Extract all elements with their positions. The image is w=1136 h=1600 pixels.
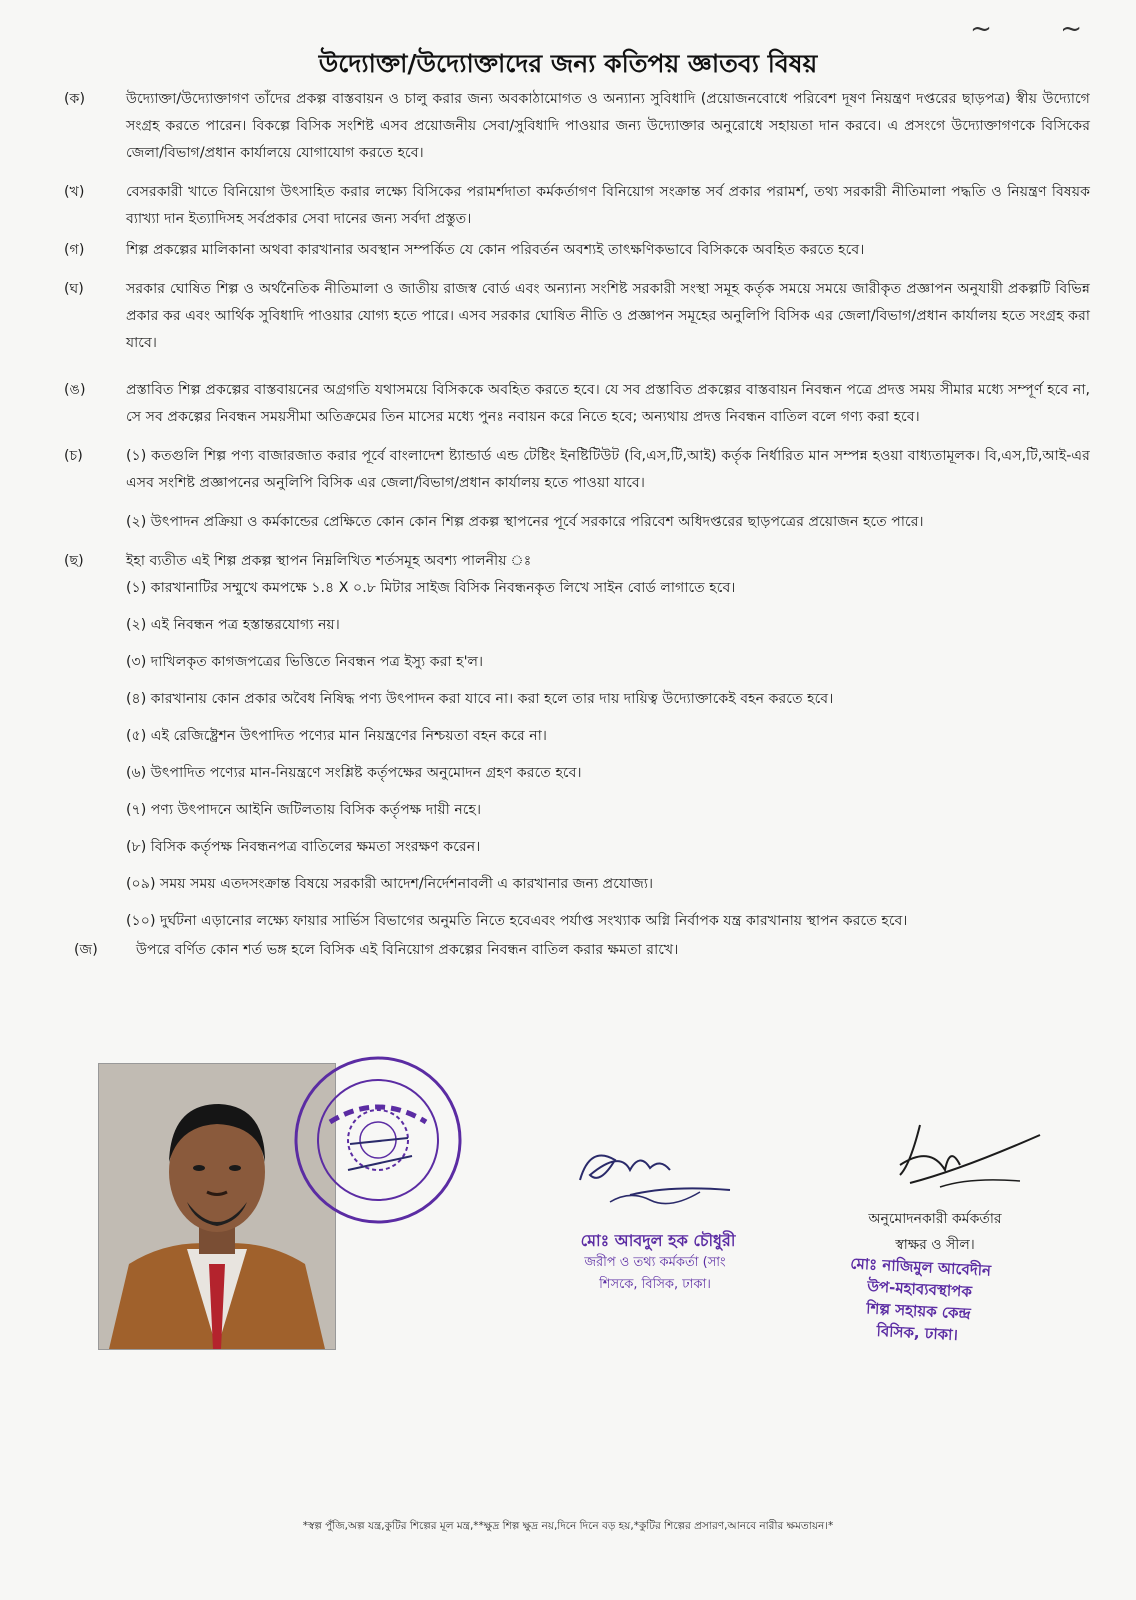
approver-stamp — [812, 1251, 1026, 1350]
section-marker: (ঙ) — [64, 382, 86, 398]
section-body — [126, 443, 1090, 536]
corner-pen-marks: ~ ~ — [970, 14, 1112, 44]
signatory-1-office: শিসকে, বিসিক, ঢাকা। — [599, 1277, 711, 1292]
approver-line-1: অনুমোদনকারী কর্মকর্তার — [868, 1211, 1002, 1227]
signatory-1-details — [530, 1252, 780, 1296]
section-text: উদ্যোক্তা/উদ্যোক্তাগণ তাঁদের প্রকল্প বাস্তবায়ন ও চালু করার জন্য অবকাঠামোগত ও অন্যান্য সুবিধাদি (প্রয়োজনবোধে পরিবেশ দূষণ নিয়ন্ত্রণ দপ্তরের ছাড়পত্র) স্বীয় উদ্যোগে সংগ্রহ করতে পারেন। বিকল্পে বিসিক সংশিষ্ট এসব প্রয়োজনীয় সেবা/সুবিধাদি পাওয়ার জন্য উদ্যোক্তার অনুরোধে সহায়তা দান করবে। এ প্রসংগে উদ্যোক্তাগণকে বিসিকের জেলা/বিভাগ/প্রধান কার্যালয়ে যোগাযোগ করতে হবে। — [126, 91, 1090, 161]
section-text: প্রস্তাবিত শিল্প প্রকল্পের বাস্তবায়নের অগ্রগতি যথাসময়ে বিসিককে অবহিত করতে হবে। যে সব প্রস্তাবিত প্রকল্পের বাস্তবায়ন নিবন্ধন পত্রে প্রদত্ত সময় সীমার মধ্যে সম্পূর্ণ হবে না, সে সব প্রকল্পের নিবন্ধন সময়সীমা অতিক্রমের তিন মাসের মধ্যে পুনঃ নবায়ন করে নিতে হবে; অন্যথায় প্রদত্ত নিবন্ধন বাতিল বলে গণ্য করা হবে। — [126, 382, 1090, 425]
section-marker: (ক) — [64, 91, 85, 107]
section-ja — [60, 937, 1090, 964]
section-marker: (খ) — [64, 184, 85, 200]
footer-slogan: *স্বল্প পুঁজি,অল্প যন্ত্র,কুটির শিল্পের মূল মন্ত্র,**ক্ষুদ্র শিল্প ক্ষুদ্র নয়,দিনে দিনে বড় হয়,*কুটির শিল্পের প্রসারণ,আনবে নারীর ক্ষমতায়ন।* — [302, 1520, 834, 1532]
section-text: শিল্প প্রকল্পের মালিকানা অথবা কারখানার অবস্থান সম্পর্কিত যে কোন পরিবর্তন অবশ্যই তাৎক্ষণিকভাবে বিসিককে অবহিত করতে হবে। — [126, 242, 865, 258]
condition-list — [126, 575, 1090, 935]
approver-stamp-name: মোঃ নাজিমুল আবেদীন — [849, 1254, 992, 1280]
approver-stamp-office: শিল্প সহায়ক কেন্দ্র — [865, 1299, 972, 1323]
signatory-1-name: মোঃ আবদুল হক চৌধুরী — [580, 1231, 736, 1250]
section-marker: (ঘ) — [64, 281, 84, 297]
page-title: উদ্যোক্তা/উদ্যোক্তাদের জন্য কতিপয় জ্ঞাতব্য বিষয় — [318, 49, 818, 78]
condition-item: (১) কারখানাটির সম্মুখে কমপক্ষে ১.৪ X ০.৮ মিটার সাইজ বিসিক নিবন্ধনকৃত লিখে সাইন বোর্ড লাগাতে হবে। — [126, 580, 736, 596]
condition-item: (৪) কারখানায় কোন প্রকার অবৈধ নিষিদ্ধ পণ্য উৎপাদন করা যাবে না। করা হলে তার দায় দায়িত্ব উদ্যোক্তাকেই বহন করতে হবে। — [126, 691, 834, 707]
terms-list — [60, 86, 1090, 964]
section-marker: (ছ) — [64, 553, 84, 569]
section-kha — [60, 179, 1090, 233]
section-text: উপরে বর্ণিত কোন শর্ত ভঙ্গ হলে বিসিক এই বিনিয়োগ প্রকল্পের নিবন্ধন বাতিল করার ক্ষমতা রাখে। — [136, 942, 679, 958]
official-seal-stamp — [290, 1052, 466, 1228]
section-intro: ইহা ব্যতীত এই শিল্প প্রকল্প স্থাপন নিম্নলিখিত শর্তসমূহ অবশ্য পালনীয় ঃ — [126, 553, 532, 569]
section-ga — [60, 237, 1090, 264]
condition-item: (৮) বিসিক কর্তৃপক্ষ নিবন্ধনপত্র বাতিলের ক্ষমতা সংরক্ষণ করেন। — [126, 839, 481, 855]
approver-stamp-city: বিসিক, ঢাকা। — [876, 1321, 959, 1345]
sub-item: (২) উৎপাদন প্রক্রিয়া ও কর্মকান্ডের প্রেক্ষিতে কোন কোন শিল্প প্রকল্প স্থাপনের পূর্বে সরকারে পরিবেশ অধিদপ্তরের ছাড়পত্রের প্রয়োজন হতে পারে। — [126, 514, 924, 530]
section-umo — [60, 377, 1090, 431]
section-cha — [60, 443, 1090, 536]
condition-item: (৩) দাখিলকৃত কাগজপত্রের ভিত্তিতে নিবন্ধন পত্র ইস্যু করা হ'ল। — [126, 654, 484, 670]
signature-1 — [570, 1140, 740, 1220]
section-text: বেসরকারী খাতে বিনিয়োগ উৎসাহিত করার লক্ষ্যে বিসিকের পরামর্শদাতা কর্মকর্তাগণ বিনিয়োগ সংক্রান্ত সর্ব প্রকার পরামর্শ, তথ্য সরকারী নীতিমালা পদ্ধতি ও নিয়ন্ত্রণ বিষয়ক ব্যাখ্যা দান ইত্যাদিসহ সর্বপ্রকার সেবা দানের জন্য সর্বদা প্রস্তুত। — [126, 184, 1090, 227]
condition-item: (০৯) সময় সময় এতদসংক্রান্ত বিষয়ে সরকারী আদেশ/নির্দেশনাবলী এ কারখানার জন্য প্রযোজ্য। — [126, 876, 654, 892]
approver-caption — [830, 1206, 1040, 1258]
section-marker: (গ) — [64, 242, 85, 258]
sub-item: (১) কতগুলি শিল্প পণ্য বাজারজাত করার পূর্বে বাংলাদেশ ষ্ট্যান্ডার্ড এন্ড টেষ্টিং ইনষ্টিটিউট (বি,এস,টি,আই) কর্তৃক নির্ধারিত মান সম্পন্ন হওয়া বাধ্যতামূলক। বি,এস,টি,আই-এর এসব সংশিষ্ট প্রজ্ঞাপনের অনুলিপি বিসিক এর জেলা/বিভাগ/প্রধান কার্যালয় হতে পাওয়া যাবে। — [126, 448, 1090, 491]
section-text: সরকার ঘোষিত শিল্প ও অর্থনৈতিক নীতিমালা ও জাতীয় রাজস্ব বোর্ড এবং অন্যান্য সংশিষ্ট সরকারী সংস্থা সমূহ কর্তৃক সময়ে সময়ে জারীকৃত প্রজ্ঞাপন অনুযায়ী প্রকল্পটি বিভিন্ন প্রকার কর এবং আর্থিক সুবিধাদি পাওয়ার যোগ্য হতে পারে। এসব সরকার ঘোষিত নীতি ও প্রজ্ঞাপন সমূহের অনুলিপি বিসিক এর জেলা/বিভাগ/প্রধান কার্যালয় হতে সংগ্রহ করা যাবে। — [126, 281, 1090, 351]
section-gha — [60, 276, 1090, 357]
condition-item: (৭) পণ্য উৎপাদনে আইনি জটিলতায় বিসিক কর্তৃপক্ষ দায়ী নহে। — [126, 802, 482, 818]
condition-item: (৬) উৎপাদিত পণ্যের মান-নিয়ন্ত্রণে সংশ্লিষ্ট কর্তৃপক্ষের অনুমোদন গ্রহণ করতে হবে। — [126, 765, 582, 781]
condition-item: (১০) দুর্ঘটনা এড়ানোর লক্ষ্যে ফায়ার সার্ভিস বিভাগের অনুমতি নিতে হবেএবং পর্যাপ্ত সংখ্যাক অগ্নি নির্বাপক যন্ত্র কারখানায় স্থাপন করতে হবে। — [126, 913, 908, 929]
condition-item: (৫) এই রেজিষ্ট্রেশন উৎপাদিত পণ্যের মান নিয়ন্ত্রণের নিশ্চয়তা বহন করে না। — [126, 728, 547, 744]
section-marker: (চ) — [64, 448, 83, 464]
section-marker: (জ) — [74, 942, 98, 958]
signature-2 — [870, 1115, 1050, 1195]
section-ka — [60, 86, 1090, 167]
section-body — [126, 548, 1090, 935]
signatory-1-designation: জরীপ ও তথ্য কর্মকর্তা (সাং — [584, 1255, 726, 1270]
condition-item: (২) এই নিবন্ধন পত্র হস্তান্তরযোগ্য নয়। — [126, 617, 340, 633]
section-chha — [60, 548, 1090, 935]
approver-stamp-designation: উপ-মহাব্যবস্থাপক — [866, 1277, 973, 1301]
approver-line-2: স্বাক্ষর ও সীল। — [895, 1237, 975, 1253]
